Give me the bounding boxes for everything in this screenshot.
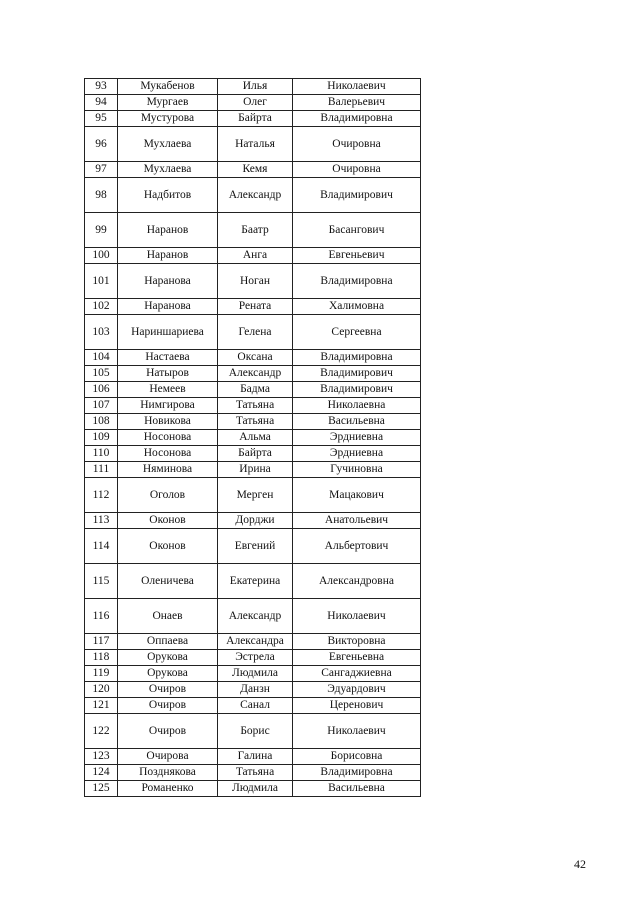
table-row — [85, 366, 421, 382]
patronymic-cell: Альбертович — [293, 529, 421, 564]
patronymic-cell: Эдуардович — [293, 682, 421, 698]
last-name-cell: Оконов — [118, 513, 218, 529]
last-name-cell: Натыров — [118, 366, 218, 382]
table-row — [85, 430, 421, 446]
first-name-cell: Александр — [218, 366, 293, 382]
table-row — [85, 350, 421, 366]
row-number-cell: 123 — [85, 749, 118, 765]
last-name-cell: Мургаев — [118, 95, 218, 111]
patronymic-cell: Владимирович — [293, 366, 421, 382]
first-name-cell: Борис — [218, 714, 293, 749]
first-name-cell: Ноган — [218, 264, 293, 299]
row-number-cell: 113 — [85, 513, 118, 529]
last-name-cell: Позднякова — [118, 765, 218, 781]
first-name-cell: Людмила — [218, 666, 293, 682]
patronymic-cell: Владимировна — [293, 765, 421, 781]
row-number-cell: 115 — [85, 564, 118, 599]
last-name-cell: Очирова — [118, 749, 218, 765]
patronymic-cell: Васильевна — [293, 414, 421, 430]
row-number-cell: 119 — [85, 666, 118, 682]
last-name-cell: Очиров — [118, 714, 218, 749]
last-name-cell: Оленичева — [118, 564, 218, 599]
last-name-cell: Наранова — [118, 264, 218, 299]
first-name-cell: Татьяна — [218, 765, 293, 781]
table-row — [85, 634, 421, 650]
table-row — [85, 95, 421, 111]
first-name-cell: Альма — [218, 430, 293, 446]
table-row — [85, 382, 421, 398]
row-number-cell: 121 — [85, 698, 118, 714]
table-row — [85, 178, 421, 213]
first-name-cell: Екатерина — [218, 564, 293, 599]
last-name-cell: Мустурова — [118, 111, 218, 127]
table-row — [85, 111, 421, 127]
row-number-cell: 103 — [85, 315, 118, 350]
last-name-cell: Нимгирова — [118, 398, 218, 414]
table-row — [85, 478, 421, 513]
first-name-cell: Татьяна — [218, 414, 293, 430]
row-number-cell: 97 — [85, 162, 118, 178]
first-name-cell: Дорджи — [218, 513, 293, 529]
row-number-cell: 94 — [85, 95, 118, 111]
row-number-cell: 102 — [85, 299, 118, 315]
row-number-cell: 98 — [85, 178, 118, 213]
last-name-cell: Очиров — [118, 698, 218, 714]
patronymic-cell: Николаевич — [293, 79, 421, 95]
patronymic-cell: Басангович — [293, 213, 421, 248]
last-name-cell: Оголов — [118, 478, 218, 513]
row-number-cell: 116 — [85, 599, 118, 634]
table-row — [85, 127, 421, 162]
last-name-cell: Носонова — [118, 446, 218, 462]
last-name-cell: Оконов — [118, 529, 218, 564]
last-name-cell: Онаев — [118, 599, 218, 634]
patronymic-cell: Владимировна — [293, 264, 421, 299]
first-name-cell: Байрта — [218, 446, 293, 462]
patronymic-cell: Анатольевич — [293, 513, 421, 529]
table-row — [85, 682, 421, 698]
patronymic-cell: Очировна — [293, 162, 421, 178]
row-number-cell: 114 — [85, 529, 118, 564]
last-name-cell: Мухлаева — [118, 127, 218, 162]
first-name-cell: Ирина — [218, 462, 293, 478]
table-row — [85, 666, 421, 682]
table-row — [85, 162, 421, 178]
patronymic-cell: Сергеевна — [293, 315, 421, 350]
last-name-cell: Надбитов — [118, 178, 218, 213]
row-number-cell: 101 — [85, 264, 118, 299]
row-number-cell: 96 — [85, 127, 118, 162]
table-row — [85, 650, 421, 666]
table-row — [85, 781, 421, 797]
row-number-cell: 109 — [85, 430, 118, 446]
last-name-cell: Немеев — [118, 382, 218, 398]
table-row — [85, 213, 421, 248]
row-number-cell: 110 — [85, 446, 118, 462]
patronymic-cell: Евгеньевич — [293, 248, 421, 264]
patronymic-cell: Очировна — [293, 127, 421, 162]
table-row — [85, 315, 421, 350]
first-name-cell: Татьяна — [218, 398, 293, 414]
first-name-cell: Бадма — [218, 382, 293, 398]
table-row — [85, 248, 421, 264]
first-name-cell: Галина — [218, 749, 293, 765]
last-name-cell: Мухлаева — [118, 162, 218, 178]
table-row — [85, 599, 421, 634]
last-name-cell: Орукова — [118, 650, 218, 666]
first-name-cell: Илья — [218, 79, 293, 95]
patronymic-cell: Халимовна — [293, 299, 421, 315]
first-name-cell: Евгений — [218, 529, 293, 564]
first-name-cell: Баатр — [218, 213, 293, 248]
first-name-cell: Санал — [218, 698, 293, 714]
table-row — [85, 79, 421, 95]
patronymic-cell: Александровна — [293, 564, 421, 599]
table-row — [85, 564, 421, 599]
first-name-cell: Оксана — [218, 350, 293, 366]
row-number-cell: 118 — [85, 650, 118, 666]
patronymic-cell: Викторовна — [293, 634, 421, 650]
row-number-cell: 93 — [85, 79, 118, 95]
row-number-cell: 99 — [85, 213, 118, 248]
table-row — [85, 529, 421, 564]
last-name-cell: Нариншариева — [118, 315, 218, 350]
table-row — [85, 765, 421, 781]
table-row — [85, 264, 421, 299]
last-name-cell: Наранов — [118, 248, 218, 264]
last-name-cell: Няминова — [118, 462, 218, 478]
table-row — [85, 462, 421, 478]
row-number-cell: 95 — [85, 111, 118, 127]
row-number-cell: 122 — [85, 714, 118, 749]
row-number-cell: 104 — [85, 350, 118, 366]
patronymic-cell: Валерьевич — [293, 95, 421, 111]
table-row — [85, 714, 421, 749]
names-table-body — [85, 79, 421, 797]
table-row — [85, 398, 421, 414]
patronymic-cell: Борисовна — [293, 749, 421, 765]
last-name-cell: Оппаева — [118, 634, 218, 650]
patronymic-cell: Мацакович — [293, 478, 421, 513]
table-row — [85, 749, 421, 765]
first-name-cell: Александр — [218, 599, 293, 634]
table-row — [85, 513, 421, 529]
first-name-cell: Байрта — [218, 111, 293, 127]
patronymic-cell: Владимирович — [293, 382, 421, 398]
row-number-cell: 111 — [85, 462, 118, 478]
patronymic-cell: Евгеньевна — [293, 650, 421, 666]
patronymic-cell: Владимировна — [293, 111, 421, 127]
patronymic-cell: Эрдниевна — [293, 446, 421, 462]
row-number-cell: 125 — [85, 781, 118, 797]
row-number-cell: 124 — [85, 765, 118, 781]
last-name-cell: Новикова — [118, 414, 218, 430]
first-name-cell: Гелена — [218, 315, 293, 350]
first-name-cell: Наталья — [218, 127, 293, 162]
first-name-cell: Кемя — [218, 162, 293, 178]
patronymic-cell: Гучиновна — [293, 462, 421, 478]
first-name-cell: Рената — [218, 299, 293, 315]
patronymic-cell: Сангаджиевна — [293, 666, 421, 682]
last-name-cell: Мукабенов — [118, 79, 218, 95]
last-name-cell: Наранова — [118, 299, 218, 315]
row-number-cell: 112 — [85, 478, 118, 513]
first-name-cell: Мерген — [218, 478, 293, 513]
first-name-cell: Людмила — [218, 781, 293, 797]
first-name-cell: Александр — [218, 178, 293, 213]
patronymic-cell: Васильевна — [293, 781, 421, 797]
row-number-cell: 107 — [85, 398, 118, 414]
last-name-cell: Очиров — [118, 682, 218, 698]
table-row — [85, 698, 421, 714]
first-name-cell: Данзн — [218, 682, 293, 698]
page-number: 42 — [574, 857, 586, 871]
table-row — [85, 299, 421, 315]
table-row — [85, 414, 421, 430]
patronymic-cell: Николаевич — [293, 714, 421, 749]
names-table — [84, 78, 421, 797]
patronymic-cell: Владимирович — [293, 178, 421, 213]
last-name-cell: Наранов — [118, 213, 218, 248]
table-row — [85, 446, 421, 462]
first-name-cell: Александра — [218, 634, 293, 650]
first-name-cell: Олег — [218, 95, 293, 111]
patronymic-cell: Церенович — [293, 698, 421, 714]
patronymic-cell: Николаевна — [293, 398, 421, 414]
last-name-cell: Романенко — [118, 781, 218, 797]
first-name-cell: Анга — [218, 248, 293, 264]
row-number-cell: 117 — [85, 634, 118, 650]
row-number-cell: 106 — [85, 382, 118, 398]
patronymic-cell: Николаевич — [293, 599, 421, 634]
patronymic-cell: Эрдниевна — [293, 430, 421, 446]
row-number-cell: 108 — [85, 414, 118, 430]
last-name-cell: Орукова — [118, 666, 218, 682]
row-number-cell: 100 — [85, 248, 118, 264]
patronymic-cell: Владимировна — [293, 350, 421, 366]
first-name-cell: Эстрела — [218, 650, 293, 666]
row-number-cell: 105 — [85, 366, 118, 382]
last-name-cell: Носонова — [118, 430, 218, 446]
last-name-cell: Настаева — [118, 350, 218, 366]
row-number-cell: 120 — [85, 682, 118, 698]
